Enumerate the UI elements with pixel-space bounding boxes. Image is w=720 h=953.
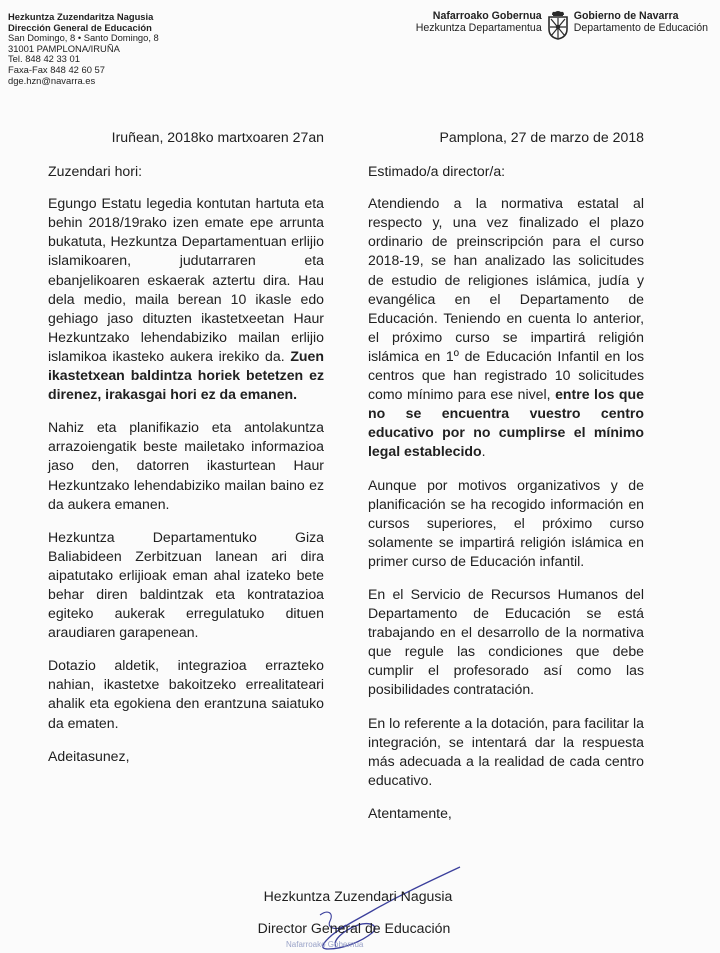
paragraph-1-spanish-bold: entre los que no se encuentra vuestro centro educativo por no cumplirse el mínimo legal establecido <box>368 386 644 460</box>
basque-column <box>48 128 324 780</box>
paragraph-3-spanish: En el Servicio de Recursos Humanos del Departamento de Educación se está trabajando en el desarrollo de la normativa que regule las condiciones que debe cumplir el profesorado así como las posibilidades contratación. <box>368 585 644 698</box>
sender-street: San Domingo, 8 • Santo Domingo, 8 <box>8 32 159 44</box>
paragraph-1-basque <box>48 194 324 404</box>
letterhead-dept-basque: Hezkuntza Departamentua <box>415 22 542 34</box>
closing-spanish: Atentamente, <box>368 804 452 821</box>
sender-unit-spanish: Dirección General de Educación <box>8 21 152 33</box>
paragraph-1-spanish-end: . <box>481 443 486 460</box>
letterhead-basque <box>416 10 542 34</box>
paragraph-1-spanish-text: Atendiendo a la normativa estatal al respecto y, una vez finalizado el plazo ordinario de preinscripción para el curso 2018-19, se han analizado las solicitudes de estudio de religiones islámica, judía y evangélica en el Departamento de Educación. Teniendo en cuenta lo anterior, el próximo curso se impartirá religión islámica en 1º de Educación Infantil en los centros que han registrado 10 solicitudes como mínimo para ese nivel, <box>368 195 644 403</box>
paragraph-1-spanish <box>368 194 644 461</box>
paragraph-4-spanish: En lo referente a la dotación, para facilitar la integración, se intentará dar la respuesta más adecuada a la realidad de cada centro educativo. <box>368 714 644 788</box>
closing-basque: Adeitasunez, <box>48 747 130 764</box>
paragraph-3-basque: Hezkuntza Departamentuko Giza Baliabideen Zerbitzuan lanean ari dira aipatutako erlijioak eman ahal izateko bete behar diren baldintzak eta kontratazioa egiteko aukerak erregulatuko dituen araudiaren garapenean. <box>48 528 324 641</box>
paragraph-1-basque-text: Egungo Estatu legedia kontutan hartuta eta behin 2018/19rako izen emate epe arrunta bukatuta, Hezkuntza Departamentuan erlijio islamikoaren, judutarraren eta ebanjelikoaren eskaerak aztertu dira. Hau dela medio, maila berean 10 ikasle edo gehiago jaso dituzten ikastetxeetan Haur Hezkuntzako lehendabiziko mailan erlijio islamikoa ikasteko aukera irekiko da. <box>48 195 324 364</box>
paragraph-2-spanish: Aunque por motivos organizativos y de planificación se ha recogido información en cursos superiores, el próximo curso solamente se impartirá religión islámica en primer curso de Educación infantil. <box>368 476 644 569</box>
paragraph-2-basque: Nahiz eta planifikazio eta antolakuntza arrazoiengatik beste mailetako informazioa jaso den, datorren ikasturtean Haur Hezkuntzako lehendabiziko mailan baino ez da aukera emanen. <box>48 419 324 512</box>
sender-email: dge.hzn@navarra.es <box>8 74 96 86</box>
sender-fax: Faxa-Fax 848 42 60 57 <box>8 63 105 75</box>
sender-address-block <box>8 12 159 86</box>
government-letterhead <box>416 10 708 40</box>
signatory-title-spanish: Director General de Educación <box>257 920 451 936</box>
letterhead-org-basque: Nafarroako Gobernua <box>432 10 542 22</box>
greeting-spanish: Estimado/a director/a: <box>368 163 506 180</box>
sender-phone: Tel. 848 42 33 01 <box>8 53 80 65</box>
letterhead-org-spanish: Gobierno de Navarra <box>573 10 679 22</box>
spanish-column <box>368 128 644 837</box>
letterhead-spanish <box>574 10 708 34</box>
stamp-text: Nafarroako Gobernua <box>286 940 364 949</box>
letterhead-dept-spanish: Departamento de Educación <box>573 22 708 34</box>
sender-unit-basque: Hezkuntza Zuzendaritza Nagusia <box>8 11 154 22</box>
sender-city: 31001 PAMPLONA/IRUÑA <box>8 42 120 54</box>
date-spanish: Pamplona, 27 de marzo de 2018 <box>439 129 644 145</box>
signatory-title-basque: Hezkuntza Zuzendari Nagusia <box>263 888 453 904</box>
greeting-basque: Zuzendari hori: <box>48 163 143 180</box>
navarra-coat-of-arms-icon <box>547 10 569 40</box>
paragraph-4-basque: Dotazio aldetik, integrazioa errazteko nahian, ikastetxe bakoitzeko errealitateari ahalik eta egokiena den erantzuna saiatuko da ematen. <box>48 657 324 731</box>
paragraph-1-basque-bold: Zuen ikastetxean baldintza horiek betetzen ez direnez, irakasgai hori ez da emanen. <box>48 347 324 403</box>
official-stamp <box>286 940 363 949</box>
date-basque: Iruñean, 2018ko martxoaren 27an <box>111 129 324 145</box>
